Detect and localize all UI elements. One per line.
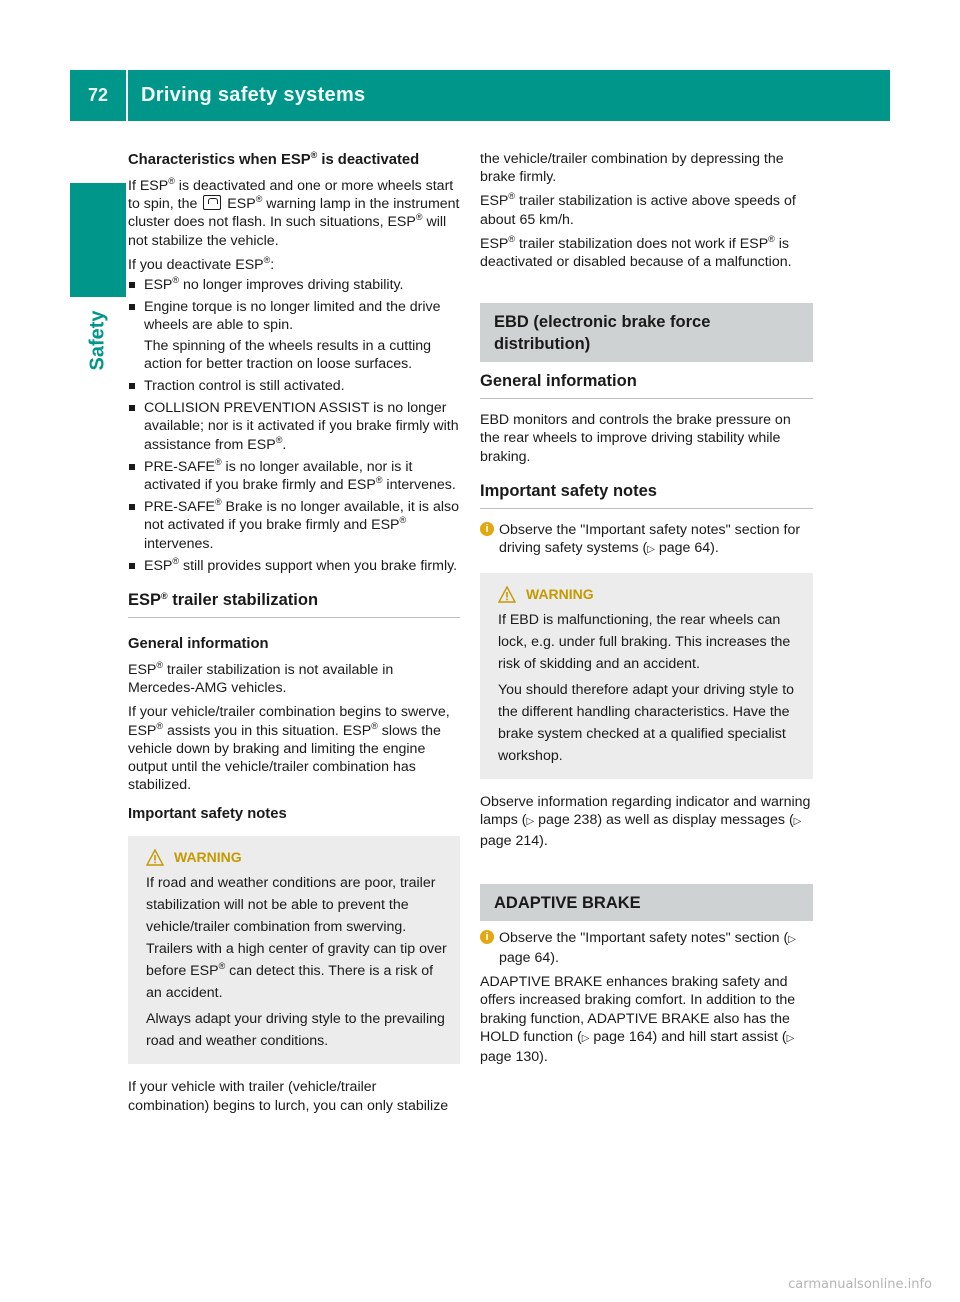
side-tab-label: Safety: [86, 309, 109, 371]
paragraph: ESP® trailer stabilization is active above speeds of about 65 km/h.: [480, 191, 796, 228]
page-reference-arrow-icon: ▷: [793, 816, 802, 828]
right-column: [480, 150, 813, 1072]
warning-text: If EBD is malfunctioning, the rear wheels can lock, e.g. under full braking. This increases the risk of skidding and an accident.: [498, 612, 791, 673]
subheading-important-safety-notes: Important safety notes: [128, 806, 287, 823]
section-heading-esp-deactivated: Characteristics when ESP® is deactivated: [128, 150, 420, 168]
warning-text: Always adapt your driving style to the prevailing road and weather conditions.: [146, 1011, 445, 1050]
warning-box: [480, 573, 813, 779]
paragraph: Observe information regarding indicator and warning lamps (▷ page 238) as well as display messages (▷ page 214).: [480, 794, 811, 849]
list-item: PRE-SAFE® Brake is no longer available, it is also not activated if you brake firmly and ESP® intervenes.: [128, 498, 460, 553]
page-number: 72: [87, 85, 109, 105]
page-reference-arrow-icon: ▷: [788, 933, 796, 945]
list-item: PRE-SAFE® is no longer available, nor is it activated if you brake firmly and ESP® intervenes.: [128, 458, 460, 494]
list-item: Engine torque is no longer limited and the drive wheels are able to spin. The spinning of the wheels results in a cutting action for better traction on loose surfaces.: [128, 298, 460, 373]
page-reference-arrow-icon: ▷: [647, 544, 655, 556]
paragraph: EBD monitors and controls the brake pressure on the rear wheels to improve driving stability while braking.: [480, 412, 791, 465]
subheading-general-information: General information: [480, 370, 813, 399]
side-tab-block: [70, 183, 126, 297]
warning-text: You should therefore adapt your driving style to the different handling characteristics. Have the brake system checked at a qualified specialist workshop.: [498, 682, 795, 765]
list-item: COLLISION PREVENTION ASSIST is no longer available; nor is it activated if you brake firmly with assistance from ESP®.: [128, 399, 460, 454]
paragraph: ADAPTIVE BRAKE enhances braking safety and offers increased braking comfort. In addition to the braking function, ADAPTIVE BRAKE also has the HOLD function (▷ page 164) and hill start assist (▷ page 130).: [480, 974, 796, 1066]
paragraph: If ESP® is deactivated and one or more wheels start to spin, the ESP® warning lamp in the instrument cluster does not flash. In such situations, ESP® will not stabilize the vehicle.: [128, 176, 460, 249]
warning-triangle-icon: [146, 849, 164, 866]
watermark: carmanualsonline.info: [788, 1277, 932, 1292]
paragraph: ESP® trailer stabilization is not available in Mercedes-AMG vehicles.: [128, 660, 394, 697]
warning-text: If road and weather conditions are poor, trailer stabilization will not be able to prevent the vehicle/trailer combination from swerving. Trailers with a high center of gravity can tip over before ESP® can detect this. There is a risk of an accident.: [146, 875, 447, 1002]
list-item: ESP® no longer improves driving stability.: [128, 276, 460, 294]
section-heading-adaptive-brake: ADAPTIVE BRAKE: [480, 884, 813, 921]
info-note: i Observe the "Important safety notes" section (▷ page 64).: [480, 929, 813, 967]
page-reference-arrow-icon: ▷: [526, 816, 535, 828]
section-heading-trailer-stabilization: ESP® trailer stabilization: [128, 589, 460, 618]
info-icon: i: [480, 522, 494, 536]
warning-heading: WARNING: [146, 846, 450, 868]
header-divider: [126, 70, 128, 121]
section-heading-ebd: EBD (electronic brake force distribution): [480, 303, 813, 362]
page-reference-arrow-icon: ▷: [786, 1032, 795, 1044]
warning-heading: WARNING: [498, 583, 803, 605]
bullet-list: [128, 276, 460, 575]
info-note: i Observe the "Important safety notes" section for driving safety systems (▷ page 64).: [480, 521, 813, 559]
page-reference-arrow-icon: ▷: [581, 1032, 590, 1044]
list-item: Traction control is still activated.: [128, 377, 460, 395]
paragraph: If your vehicle/trailer combination begins to swerve, ESP® assists you in this situation. ESP® slows the vehicle down by braking and limiting the engine output until the vehicle/trailer combination has stabilized.: [128, 704, 450, 794]
paragraph: If you deactivate ESP®:: [128, 254, 275, 273]
esp-warning-lamp-icon: [203, 195, 221, 210]
info-icon: i: [480, 930, 494, 944]
page-title: Driving safety systems: [141, 84, 366, 106]
warning-box: [128, 836, 460, 1064]
subheading-important-safety-notes: Important safety notes: [480, 480, 813, 509]
side-tab: [70, 300, 126, 380]
list-item: ESP® still provides support when you brake firmly.: [128, 557, 460, 575]
paragraph: ESP® trailer stabilization does not work if ESP® is deactivated or disabled because of a malfunction.: [480, 233, 792, 271]
warning-triangle-icon: [498, 586, 516, 603]
paragraph: If your vehicle with trailer (vehicle/trailer combination) begins to lurch, you can only stabilize: [128, 1079, 449, 1114]
left-column: [128, 150, 460, 1121]
paragraph: the vehicle/trailer combination by depressing the brake firmly.: [480, 151, 784, 186]
subheading-general-information: General information: [128, 636, 269, 653]
